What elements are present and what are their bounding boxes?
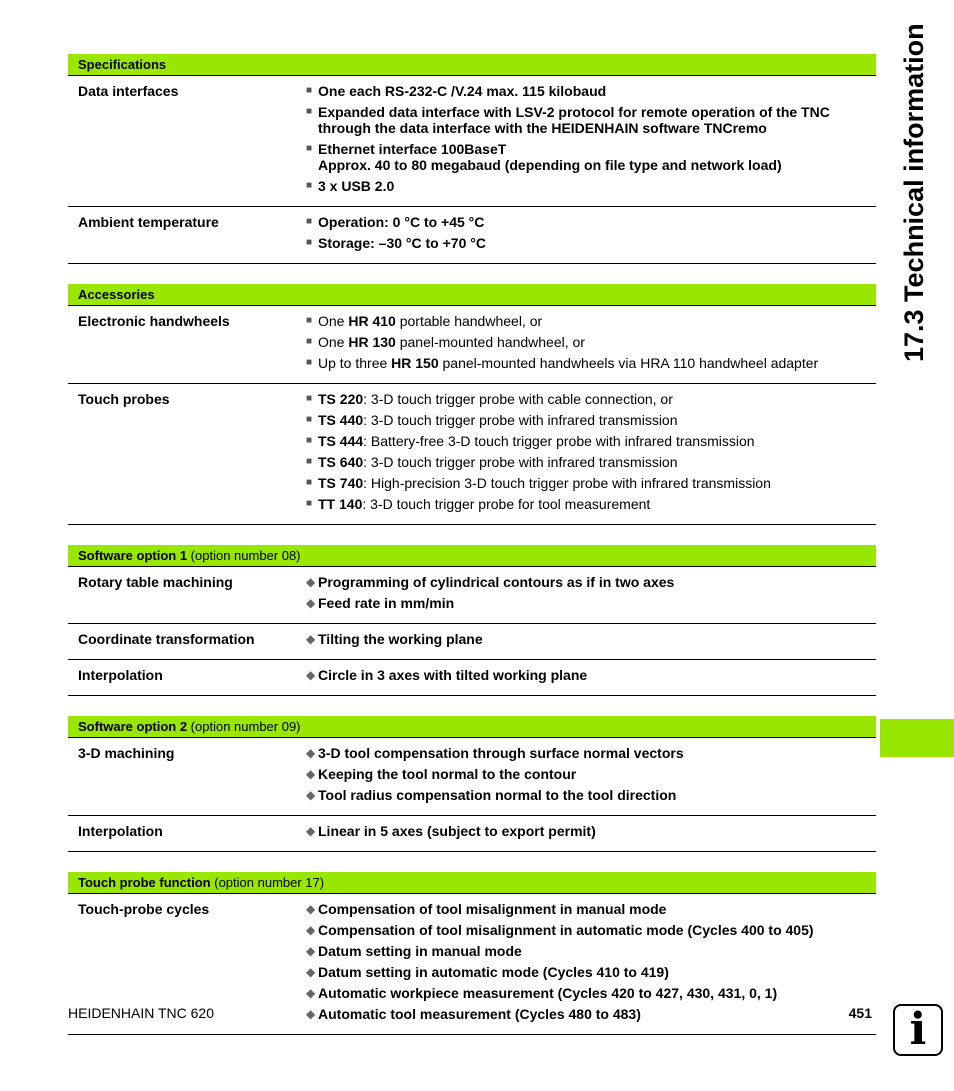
item-keyword: Tool radius compensation normal to the tool direction <box>318 787 677 803</box>
list-item <box>306 821 876 842</box>
section-title: Software option 1 <box>78 548 188 563</box>
list-item <box>306 311 876 332</box>
item-text <box>318 178 876 194</box>
square-bullet-icon: ■ <box>306 414 313 425</box>
item-text-part: : 3-D touch trigger probe with cable connection, or <box>363 391 673 407</box>
item-text <box>318 391 876 407</box>
item-text <box>318 787 876 803</box>
spec-label: Touch-probe cycles <box>78 901 210 917</box>
item-text <box>318 823 876 839</box>
square-bullet-icon: ■ <box>306 477 313 488</box>
item-text <box>318 595 876 611</box>
section-title: Specifications <box>78 57 167 72</box>
spec-items <box>306 212 876 254</box>
diamond-bullet-icon: ◆ <box>306 767 316 781</box>
spec-label: Interpolation <box>78 667 163 683</box>
list-item <box>306 593 876 614</box>
item-keyword: HR 410 <box>348 313 396 329</box>
item-text-part: One <box>318 313 349 329</box>
item-keyword: Storage: –30 °C to +70 °C <box>318 235 486 251</box>
item-keyword: HR 130 <box>348 334 396 350</box>
spec-label: Coordinate transformation <box>78 631 255 647</box>
item-keyword: Datum setting in automatic mode (Cycles 410 to 419) <box>318 964 669 980</box>
item-keyword: Compensation of tool misalignment in manual mode <box>318 901 667 917</box>
item-text-part: portable handwheel, or <box>395 313 543 329</box>
diamond-bullet-icon: ◆ <box>306 788 316 802</box>
list-item <box>306 743 876 764</box>
diamond-bullet-icon: ◆ <box>306 596 316 610</box>
list-item <box>306 233 876 254</box>
diamond-bullet-icon: ◆ <box>306 923 316 937</box>
list-item <box>306 572 876 593</box>
square-bullet-icon: ■ <box>306 106 313 117</box>
diamond-bullet-icon: ◆ <box>306 575 316 589</box>
item-text <box>318 83 876 99</box>
list-item <box>306 353 876 374</box>
section-header <box>68 872 876 894</box>
list-item <box>306 899 876 920</box>
list-item <box>306 410 876 431</box>
item-text <box>318 496 876 512</box>
item-keyword: HR 150 <box>391 355 439 371</box>
spec-label: Electronic handwheels <box>78 313 230 329</box>
list-item <box>306 431 876 452</box>
diamond-bullet-icon: ◆ <box>306 965 316 979</box>
item-keyword: Tilting the working plane <box>318 631 483 647</box>
item-text-part: Up to three <box>318 355 392 371</box>
list-item <box>306 983 876 1004</box>
spec-items <box>306 389 876 515</box>
section-gap <box>68 696 876 716</box>
spec-row <box>68 384 876 525</box>
list-item <box>306 665 876 686</box>
list-item <box>306 332 876 353</box>
item-text <box>318 141 876 173</box>
item-text-part: One <box>318 334 349 350</box>
spec-items <box>306 821 876 842</box>
list-item <box>306 389 876 410</box>
item-text <box>318 745 876 761</box>
spec-items <box>306 899 876 1025</box>
list-item <box>306 920 876 941</box>
item-text <box>318 985 876 1001</box>
item-keyword: TT 140 <box>318 496 363 512</box>
square-bullet-icon: ■ <box>306 456 313 467</box>
square-bullet-icon: ■ <box>306 180 313 191</box>
spec-items <box>306 311 876 374</box>
item-keyword: Automatic tool measurement (Cycles 480 to 483) <box>318 1006 641 1022</box>
square-bullet-icon: ■ <box>306 435 313 446</box>
item-keyword: Datum setting in manual mode <box>318 943 522 959</box>
list-item <box>306 176 876 197</box>
item-keyword: Feed rate in mm/min <box>318 595 455 611</box>
square-bullet-icon: ■ <box>306 336 313 347</box>
item-keyword: TS 444 <box>318 433 364 449</box>
spec-label: Data interfaces <box>78 83 179 99</box>
item-text <box>318 667 876 683</box>
section-gap <box>68 264 876 284</box>
item-text-part: : Battery-free 3-D touch trigger probe with infrared transmission <box>363 433 755 449</box>
spec-items <box>306 81 876 197</box>
spec-row <box>68 207 876 264</box>
item-text <box>318 104 876 136</box>
footer-product: HEIDENHAIN TNC 620 <box>68 1005 215 1021</box>
spec-label: Rotary table machining <box>78 574 233 590</box>
item-text <box>318 943 876 959</box>
item-keyword: Expanded data interface with LSV-2 protocol for remote operation of the TNC through the data interface with the HEIDENHAIN software TNCremo <box>318 104 834 136</box>
item-text-part: : 3-D touch trigger probe with infrared transmission <box>363 412 678 428</box>
list-item <box>306 139 876 176</box>
item-keyword: Ethernet interface 100BaseT Approx. 40 to 80 megabaud (depending on file type and network load) <box>318 141 782 173</box>
list-item <box>306 764 876 785</box>
item-keyword: One each RS-232-C /V.24 max. 115 kilobaud <box>318 83 607 99</box>
section-title: Touch probe function <box>78 875 211 890</box>
spec-label: Ambient temperature <box>78 214 219 230</box>
section-gap <box>68 525 876 545</box>
item-text <box>318 355 876 371</box>
list-item <box>306 81 876 102</box>
section-header <box>68 284 876 306</box>
item-text-part: : 3-D touch trigger probe with infrared transmission <box>363 454 678 470</box>
list-item <box>306 962 876 983</box>
item-keyword: Automatic workpiece measurement (Cycles 420 to 427, 430, 431, 0, 1) <box>318 985 778 1001</box>
square-bullet-icon: ■ <box>306 393 313 404</box>
item-keyword: Circle in 3 axes with tilted working plane <box>318 667 588 683</box>
spec-items <box>306 665 876 686</box>
diamond-bullet-icon: ◆ <box>306 1007 316 1021</box>
item-text-part: : 3-D touch trigger probe for tool measurement <box>362 496 651 512</box>
square-bullet-icon: ■ <box>306 143 313 154</box>
diamond-bullet-icon: ◆ <box>306 824 316 838</box>
item-text <box>318 454 876 470</box>
item-text <box>318 235 876 251</box>
section-header <box>68 545 876 567</box>
item-text <box>318 334 876 350</box>
item-keyword: 3-D tool compensation through surface normal vectors <box>318 745 684 761</box>
square-bullet-icon: ■ <box>306 85 313 96</box>
spec-items <box>306 743 876 806</box>
spec-label: 3-D machining <box>78 745 175 761</box>
square-bullet-icon: ■ <box>306 315 313 326</box>
section-title: Software option 2 <box>78 719 188 734</box>
spec-row <box>68 76 876 207</box>
item-text <box>318 964 876 980</box>
spec-row <box>68 816 876 852</box>
list-item <box>306 629 876 650</box>
info-icon: i <box>893 1004 943 1056</box>
item-keyword: TS 440 <box>318 412 364 428</box>
item-text <box>318 766 876 782</box>
spec-items <box>306 572 876 614</box>
item-text <box>318 214 876 230</box>
list-item <box>306 494 876 515</box>
item-text <box>318 574 876 590</box>
chapter-title: 17.3 Technical information <box>899 23 929 362</box>
item-text-part: panel-mounted handwheels via HRA 110 handwheel adapter <box>438 355 819 371</box>
spec-items <box>306 629 876 650</box>
spec-label: Interpolation <box>78 823 163 839</box>
item-keyword: TS 220 <box>318 391 364 407</box>
diamond-bullet-icon: ◆ <box>306 668 316 682</box>
diamond-bullet-icon: ◆ <box>306 944 316 958</box>
list-item <box>306 102 876 139</box>
item-text <box>318 313 876 329</box>
item-text <box>318 631 876 647</box>
spec-row <box>68 306 876 384</box>
list-item <box>306 452 876 473</box>
section-header <box>68 716 876 738</box>
page-number: 451 <box>848 1005 872 1021</box>
item-text <box>318 922 876 938</box>
spec-row <box>68 567 876 624</box>
item-keyword: Operation: 0 °C to +45 °C <box>318 214 485 230</box>
square-bullet-icon: ■ <box>306 237 313 248</box>
list-item <box>306 1004 876 1025</box>
item-keyword: TS 740 <box>318 475 364 491</box>
item-keyword: Keeping the tool normal to the contour <box>318 766 577 782</box>
item-keyword: 3 x USB 2.0 <box>318 178 395 194</box>
item-keyword: Compensation of tool misalignment in automatic mode (Cycles 400 to 405) <box>318 922 814 938</box>
section-subtitle: (option number 09) <box>187 719 301 734</box>
item-text <box>318 475 876 491</box>
diamond-bullet-icon: ◆ <box>306 746 316 760</box>
square-bullet-icon: ■ <box>306 357 313 368</box>
spec-row <box>68 660 876 696</box>
item-text <box>318 412 876 428</box>
item-text <box>318 1006 876 1022</box>
item-text <box>318 433 876 449</box>
section-subtitle: (option number 08) <box>187 548 301 563</box>
section-gap <box>68 852 876 872</box>
spec-row <box>68 624 876 660</box>
diamond-bullet-icon: ◆ <box>306 632 316 646</box>
item-keyword: Linear in 5 axes (subject to export permit) <box>318 823 596 839</box>
diamond-bullet-icon: ◆ <box>306 902 316 916</box>
section-subtitle: (option number 17) <box>210 875 325 890</box>
item-text-part: panel-mounted handwheel, or <box>395 334 585 350</box>
chapter-tab <box>880 719 954 757</box>
item-text <box>318 901 876 917</box>
item-text-part: : High-precision 3-D touch trigger probe with infrared transmission <box>363 475 771 491</box>
spec-table <box>68 54 876 1035</box>
item-keyword: TS 640 <box>318 454 364 470</box>
spec-label: Touch probes <box>78 391 170 407</box>
spec-row <box>68 738 876 816</box>
section-header <box>68 54 876 76</box>
list-item <box>306 473 876 494</box>
list-item <box>306 941 876 962</box>
item-keyword: Programming of cylindrical contours as if in two axes <box>318 574 675 590</box>
list-item <box>306 212 876 233</box>
square-bullet-icon: ■ <box>306 498 313 509</box>
diamond-bullet-icon: ◆ <box>306 986 316 1000</box>
square-bullet-icon: ■ <box>306 216 313 227</box>
section-title: Accessories <box>78 287 155 302</box>
list-item <box>306 785 876 806</box>
